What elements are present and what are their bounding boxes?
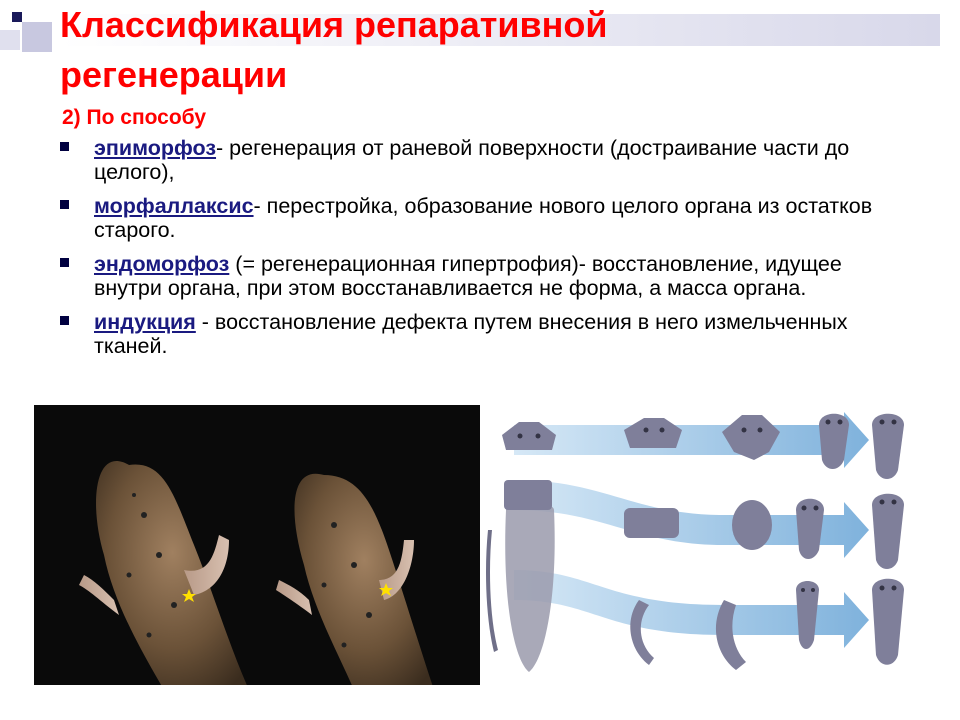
item-text: - восстановление дефекта путем внесения в него измельченных тканей. [94, 310, 848, 358]
salamander-2 [276, 474, 434, 685]
slide-title [60, 0, 608, 100]
item-text: - регенерация от раневой поверхности (достраивание части до целого), [94, 136, 850, 184]
bullet-list [56, 136, 876, 368]
slide-title-line2: регенерации [60, 54, 288, 95]
slide-title-line1: Классификация репаративной [60, 4, 608, 45]
decorative-squares [0, 0, 60, 60]
square-bullet-icon [60, 258, 69, 267]
term-link[interactable]: морфаллаксис [94, 194, 254, 218]
list-item [56, 136, 876, 184]
arrow-row-1 [514, 412, 869, 468]
term-link[interactable]: эпиморфоз [94, 136, 217, 160]
square-bullet-icon [60, 200, 69, 209]
salamander-regeneration-photo [34, 405, 480, 685]
item-text: - перестройка, образование нового целого органа из остатков старого. [94, 194, 873, 242]
list-item [56, 310, 876, 358]
list-item [56, 252, 876, 300]
term-link[interactable]: индукция [94, 310, 196, 334]
planaria-regeneration-diagram [484, 400, 924, 690]
square-bullet-icon [60, 142, 69, 151]
term-link[interactable]: эндоморфоз [94, 252, 230, 276]
list-item [56, 194, 876, 242]
item-text: (= регенерационная гипертрофия)- восстановление, идущее внутри органа, при этом восстанавливается не форма, а масса органа. [94, 252, 842, 300]
salamander-1 [79, 461, 249, 685]
square-bullet-icon [60, 316, 69, 325]
subheading: 2) По способу [62, 106, 207, 129]
